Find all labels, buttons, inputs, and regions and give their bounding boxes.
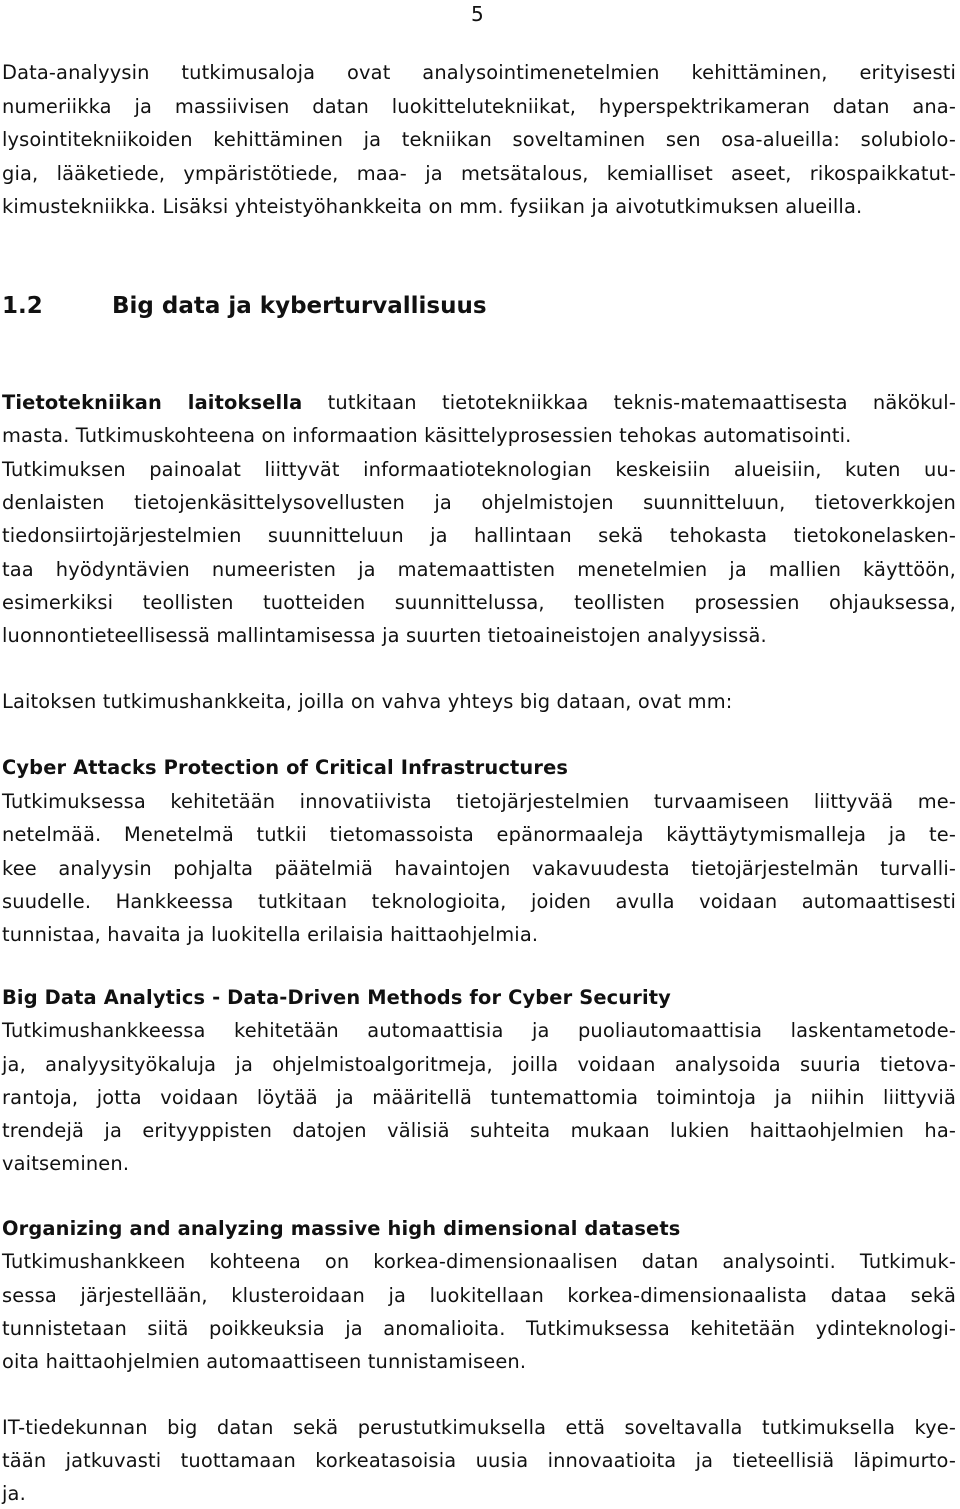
project2-line: vaitseminen. xyxy=(2,1152,130,1175)
section-heading xyxy=(2,292,487,320)
section-title: Big data ja kyberturvallisuus xyxy=(112,293,487,319)
para1-line: luonnontieteellisessä mallintamisessa ja suurten tietoaineistojen analyysissä. xyxy=(2,624,767,647)
para1-line: masta. Tutkimuskohteena on informaation käsittelyprosessien tehokas automatisointi. xyxy=(2,424,852,447)
para1-line: denlaisten tietojenkäsittelysovellusten ja ohjelmistojen suunnitteluun, tietoverkkojen xyxy=(2,491,956,514)
project2-title: Big Data Analytics - Data-Driven Methods for Cyber Security xyxy=(2,986,671,1009)
closing-line: tään jatkuvasti tuottamaan korkeatasoisia uusia innovaatioita ja tieteellisiä läpimurto- xyxy=(2,1449,956,1472)
project2-line: rantoja, jotta voidaan löytää ja määritellä tuntemattomia toimintoja ja niihin liittyviä xyxy=(2,1086,956,1109)
para1-first-line-rest: tutkitaan tietotekniikkaa teknis-matemaattisesta näkökul- xyxy=(302,391,956,414)
intro-line: Data-analyysin tutkimusaloja ovat analysointimenetelmien kehittäminen, erityisesti xyxy=(2,61,956,84)
intro-line: numeriikka ja massiivisen datan luokittelutekniikat, hyperspektrikameran datan ana- xyxy=(2,95,956,118)
section-number: 1.2 xyxy=(2,293,43,319)
para1-line: Tutkimuksen painoalat liittyvät informaatioteknologian keskeisiin alueisiin, kuten uu- xyxy=(2,458,956,481)
project2-line: Tutkimushankkeessa kehitetään automaattisia ja puoliautomaattisia laskentametode- xyxy=(2,1019,956,1042)
project3-line: sessa järjestellään, klusteroidaan ja luokitellaan korkea-dimensionaalista dataa sekä xyxy=(2,1284,956,1307)
page-number: 5 xyxy=(471,2,484,26)
intro-line: gia, lääketiede, ympäristötiede, maa- ja metsätalous, kemialliset aseet, rikospaikkatut- xyxy=(2,162,956,185)
project1-line: tunnistaa, havaita ja luokitella erilaisia haittaohjelmia. xyxy=(2,923,539,946)
para1-line: esimerkiksi teollisten tuotteiden suunnittelussa, teollisten prosessien ohjauksessa, xyxy=(2,591,956,614)
project2-line: ja, analyysityökaluja ja ohjelmistoalgoritmeja, joilla voidaan analysoida suuria tietova- xyxy=(2,1053,956,1076)
intro-line: lysointitekniikoiden kehittäminen ja tekniikan soveltaminen sen osa-alueilla: solubiolo- xyxy=(2,128,956,151)
para1-line: tiedonsiirtojärjestelmien suunnitteluun ja hallintaan sekä tehokasta tietokonelasken- xyxy=(2,524,956,547)
project1-line: suudelle. Hankkeessa tutkitaan teknologioita, joiden avulla voidaan automaattisesti xyxy=(2,890,956,913)
project1-line: kee analyysin pohjalta päätelmiä havaintojen vakavuudesta tietojärjestelmän turvalli- xyxy=(2,857,956,880)
project3-line: Tutkimushankkeen kohteena on korkea-dimensionaalisen datan analysointi. Tutkimuk- xyxy=(2,1250,956,1273)
closing-line: IT-tiedekunnan big datan sekä perustutkimuksella että soveltavalla tutkimuksella kye- xyxy=(2,1416,956,1439)
project2-line: trendejä ja erityyppisten datojen välisiä suhteita mukaan lukien haittaohjelmien ha- xyxy=(2,1119,956,1142)
project3-line: tunnistetaan siitä poikkeuksia ja anomalioita. Tutkimuksessa kehitetään ydinteknologi- xyxy=(2,1317,956,1340)
project3-title: Organizing and analyzing massive high dimensional datasets xyxy=(2,1217,681,1240)
para1-bold-lead: Tietotekniikan laitoksella xyxy=(2,391,303,414)
projects-intro: Laitoksen tutkimushankkeita, joilla on vahva yhteys big dataan, ovat mm: xyxy=(2,690,733,713)
para1-line: taa hyödyntävien numeeristen ja matemaattisten menetelmien ja mallien käyttöön, xyxy=(2,558,956,581)
intro-line: kimustekniikka. Lisäksi yhteistyöhankkeita on mm. fysiikan ja aivotutkimuksen alueilla. xyxy=(2,195,863,218)
project3-line: oita haittaohjelmien automaattiseen tunnistamiseen. xyxy=(2,1350,527,1373)
closing-line: ja. xyxy=(2,1482,26,1505)
project1-line: Tutkimuksessa kehitetään innovatiivista tietojärjestelmien turvaamiseen liittyvää me- xyxy=(2,790,956,813)
project1-line: netelmää. Menetelmä tutkii tietomassoista epänormaaleja käyttäytymismalleja ja te- xyxy=(2,823,956,846)
para1-line xyxy=(2,391,956,415)
project1-title: Cyber Attacks Protection of Critical Infrastructures xyxy=(2,756,569,779)
